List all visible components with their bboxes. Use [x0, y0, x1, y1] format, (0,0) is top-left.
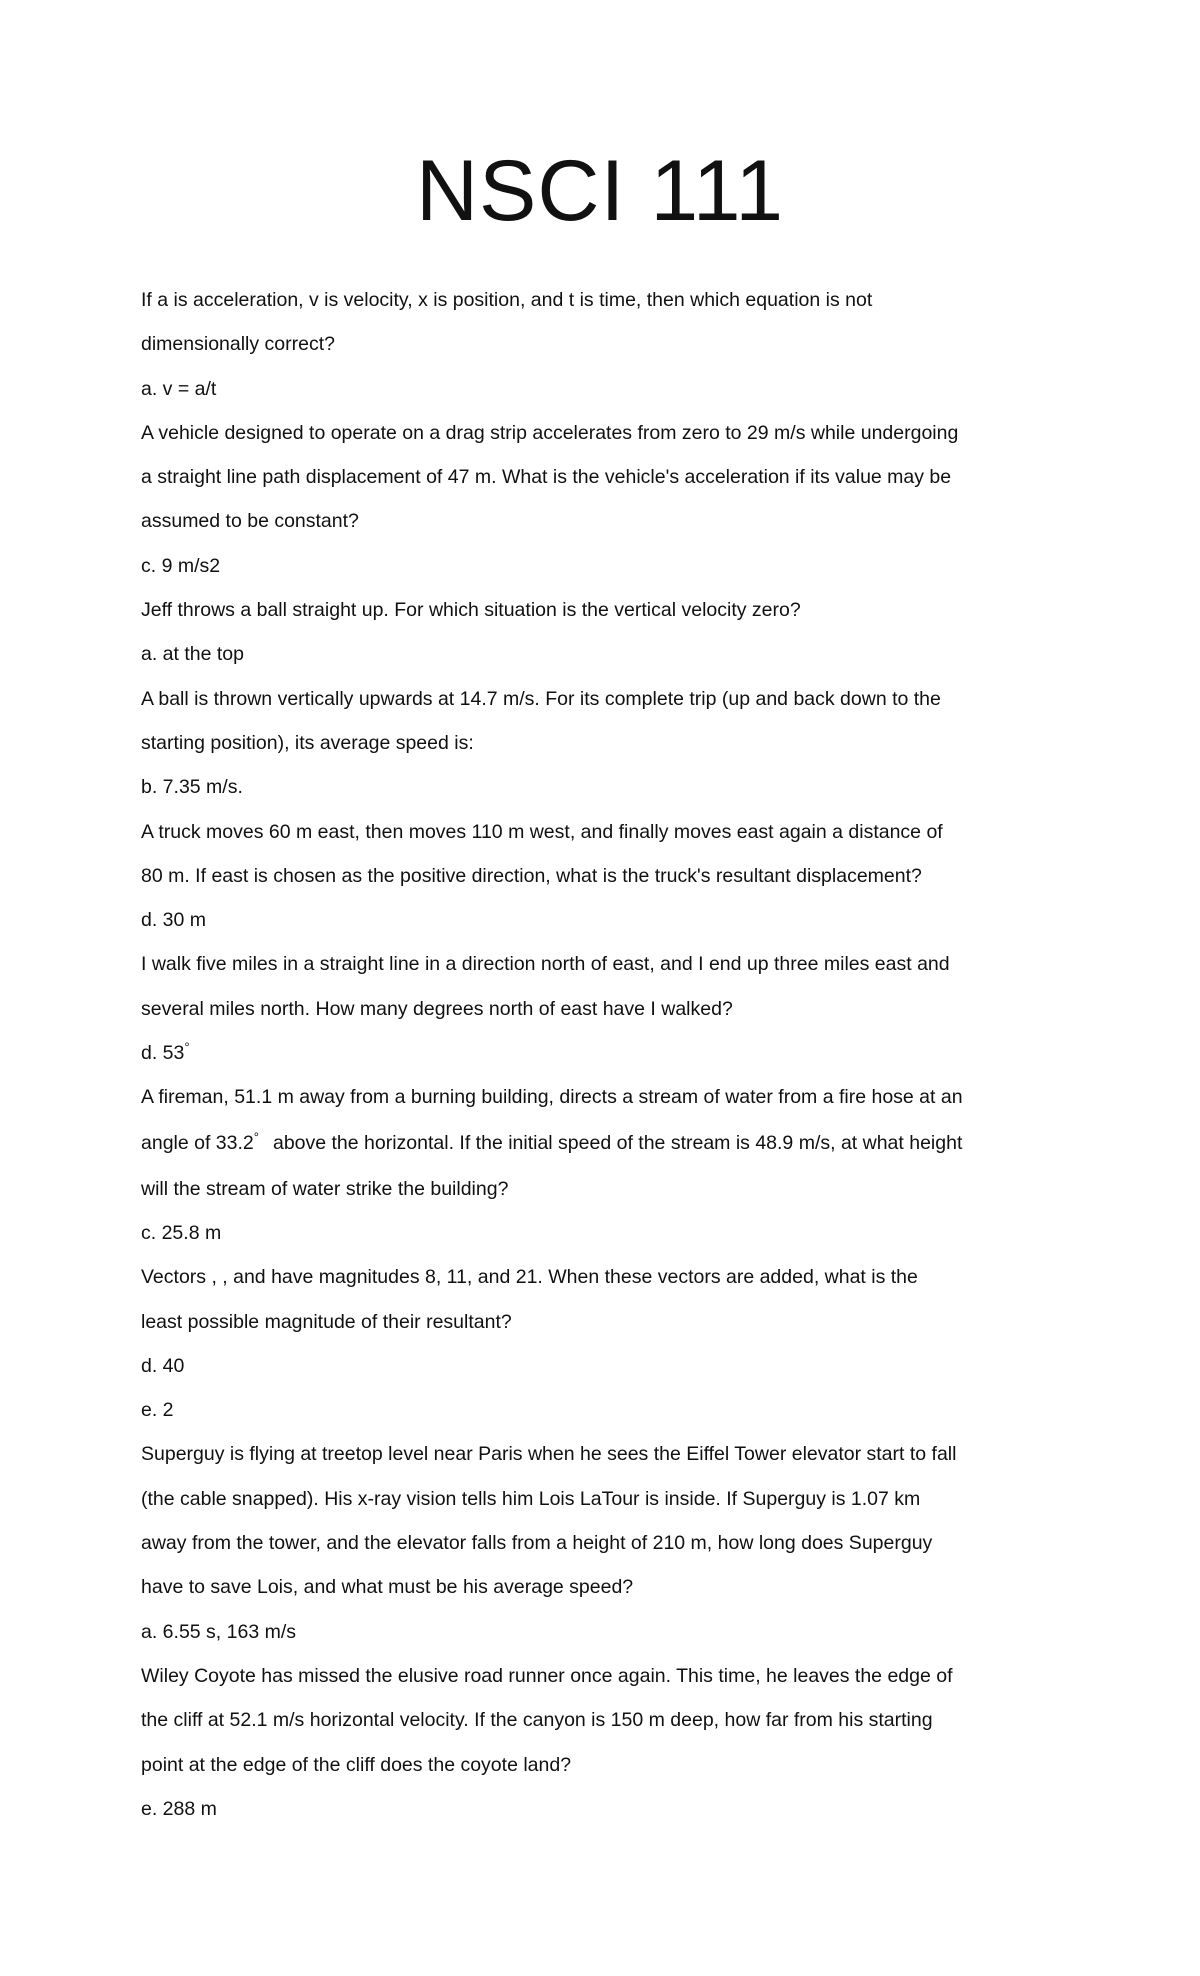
text-line: Jeff throws a ball straight up. For which situation is the vertical velocity zero?	[141, 599, 801, 622]
text-line: assumed to be constant?	[141, 510, 359, 533]
text-segment: angle of 33.2	[141, 1131, 254, 1154]
text-line: If a is acceleration, v is velocity, x is position, and t is time, then which equation is not	[141, 289, 873, 311]
answer-line: a. 6.55 s, 163 m/s	[141, 1620, 297, 1643]
text-line: (the cable snapped). His x-ray vision tells him Lois LaTour is inside. If Superguy is 1.07 km	[141, 1487, 921, 1510]
text-line: have to save Lois, and what must be his average speed?	[141, 1576, 634, 1599]
text-line: Vectors , , and have magnitudes 8, 11, and 21. When these vectors are added, what is the	[141, 1266, 918, 1289]
answer-line: d. 30 m	[141, 909, 207, 932]
text-line	[141, 1120, 1041, 1167]
text-line: A ball is thrown vertically upwards at 14.7 m/s. For its complete trip (up and back down to the	[141, 687, 941, 710]
answer-line: c. 9 m/s2	[141, 554, 221, 577]
text-line: point at the edge of the cliff does the coyote land?	[141, 1753, 572, 1776]
text-line: the cliff at 52.1 m/s horizontal velocity. If the canyon is 150 m deep, how far from his starting	[141, 1709, 933, 1732]
answer-line: c. 25.8 m	[141, 1221, 222, 1244]
text-line: Superguy is flying at treetop level near Paris when he sees the Eiffel Tower elevator start to fall	[141, 1443, 957, 1466]
answer-line	[141, 1031, 1041, 1075]
degree-symbol: °	[184, 1039, 190, 1055]
answer-line: d. 40	[141, 1354, 185, 1377]
text-line: 80 m. If east is chosen as the positive direction, what is the truck's resultant displacement?	[141, 864, 922, 887]
text-line: dimensionally correct?	[141, 333, 336, 356]
answer-text: d. 53	[141, 1042, 185, 1065]
answer-line: a. at the top	[141, 643, 244, 666]
answer-line: e. 2	[141, 1399, 174, 1422]
answer-line: e. 288 m	[141, 1797, 217, 1820]
degree-symbol: °	[253, 1129, 259, 1145]
text-line: least possible magnitude of their resultant?	[141, 1310, 512, 1333]
answer-line: a. v = a/t	[141, 377, 217, 400]
answer-line: b. 7.35 m/s.	[141, 776, 243, 799]
page-title: NSCI 111	[415, 143, 785, 239]
text-segment: above the horizontal. If the initial speed of the stream is 48.9 m/s, at what height	[272, 1131, 963, 1154]
text-line: several miles north. How many degrees north of east have I walked?	[141, 997, 733, 1020]
text-line: a straight line path displacement of 47 m. What is the vehicle's acceleration if its value may be	[141, 466, 952, 489]
text-line: A fireman, 51.1 m away from a burning building, directs a stream of water from a fire hose at an	[141, 1086, 963, 1109]
text-line: A vehicle designed to operate on a drag strip accelerates from zero to 29 m/s while undergoing	[141, 421, 959, 444]
text-line: I walk five miles in a straight line in a direction north of east, and I end up three miles east and	[141, 953, 950, 976]
text-line: A truck moves 60 m east, then moves 110 m west, and finally moves east again a distance of	[141, 820, 943, 843]
text-line: away from the tower, and the elevator falls from a height of 210 m, how long does Superguy	[141, 1532, 933, 1555]
text-line: starting position), its average speed is:	[141, 731, 474, 754]
document-body	[141, 278, 1041, 1831]
text-line: Wiley Coyote has missed the elusive road runner once again. This time, he leaves the edge of	[141, 1664, 953, 1687]
text-line: will the stream of water strike the building?	[141, 1177, 509, 1200]
